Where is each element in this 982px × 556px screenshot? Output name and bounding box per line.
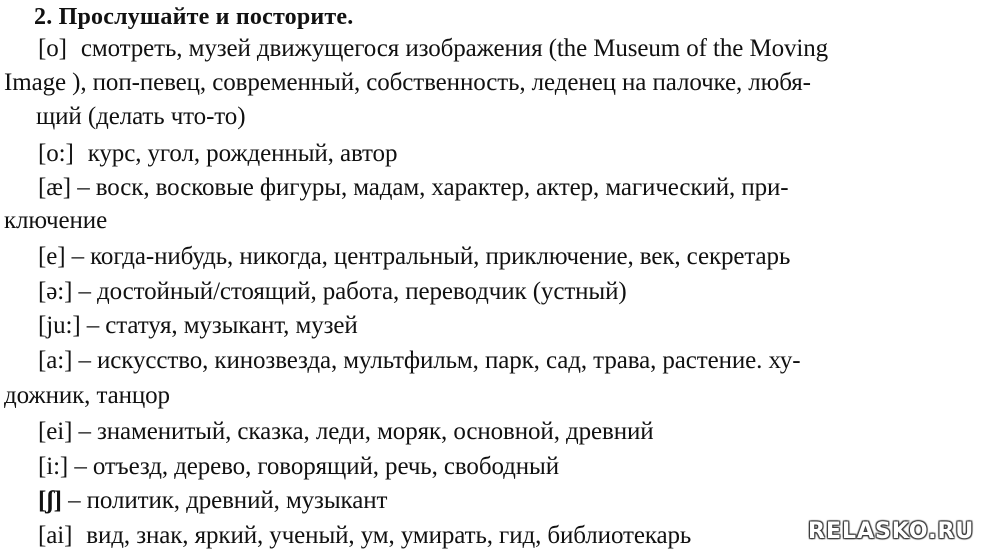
word-list: – воск, восковые фигуры, мадам, характер, актер, магический, при- xyxy=(77,174,789,201)
word-list: ключение xyxy=(4,207,108,234)
word-list: – искусство, кинозвезда, мультфильм, парк, сад, трава, растение. ху- xyxy=(78,347,801,374)
phonetic-line-ai xyxy=(38,521,691,551)
phonetic-line-a-long xyxy=(38,346,801,376)
exercise-title: 2. Прослушайте и посторите. xyxy=(34,4,354,30)
word-list: дожник, танцор xyxy=(4,382,170,409)
phonetic-line-ei xyxy=(38,417,654,447)
site-watermark: RELASKO.RU xyxy=(808,519,975,544)
word-list: – достойный/стоящий, работа, переводчик (устный) xyxy=(78,278,627,305)
word-list: – отъезд, дерево, говорящий, речь, свободный xyxy=(74,453,559,480)
word-list: смотреть, музей движущегося изображения (the Museum of the Moving xyxy=(80,35,829,62)
phonetic-line-o-long xyxy=(38,139,397,169)
phonetic-symbol: [ə:] xyxy=(38,278,73,305)
phonetic-line-ae xyxy=(38,173,789,203)
phonetic-symbol: [ai] xyxy=(38,522,73,549)
phonetic-line-o xyxy=(38,34,828,64)
phonetic-symbol: [a:] xyxy=(38,347,73,374)
phonetic-symbol: [i:] xyxy=(38,453,69,480)
phonetic-line-sh xyxy=(38,486,387,516)
phonetic-symbol: [ei] xyxy=(38,418,73,445)
continuation-line xyxy=(36,102,245,132)
phonetic-symbol: [ʃ] xyxy=(38,487,62,514)
phonetic-line-ju-long xyxy=(38,311,358,341)
word-list: курс, угол, рожденный, автор xyxy=(87,140,398,167)
word-list: – статуя, музыкант, музей xyxy=(86,312,358,339)
phonetic-line-schwa-long xyxy=(38,277,627,307)
word-list: – знаменитый, сказка, леди, моряк, основной, древний xyxy=(78,418,654,445)
continuation-line xyxy=(4,68,811,98)
phonetic-symbol: [æ] xyxy=(38,174,72,201)
phonetic-symbol: [o] xyxy=(38,35,67,62)
word-list: вид, знак, яркий, ученый, ум, умирать, гид, библиотекарь xyxy=(86,522,692,549)
phonetic-line-e xyxy=(38,242,790,272)
phonetic-symbol: [o:] xyxy=(38,140,74,167)
word-list: Image ), поп-певец, современный, собственность, леденец на палочке, любя- xyxy=(4,69,811,96)
word-list: – когда-нибудь, никогда, центральный, приключение, век, секретарь xyxy=(71,243,791,270)
word-list: щий (делать что-то) xyxy=(36,103,246,130)
continuation-line xyxy=(4,206,107,236)
continuation-line xyxy=(4,381,170,411)
phonetic-symbol: [e] xyxy=(38,243,66,270)
word-list: – политик, древний, музыкант xyxy=(68,487,388,514)
phonetic-symbol: [ju:] xyxy=(38,312,81,339)
phonetic-line-i-long xyxy=(38,452,559,482)
